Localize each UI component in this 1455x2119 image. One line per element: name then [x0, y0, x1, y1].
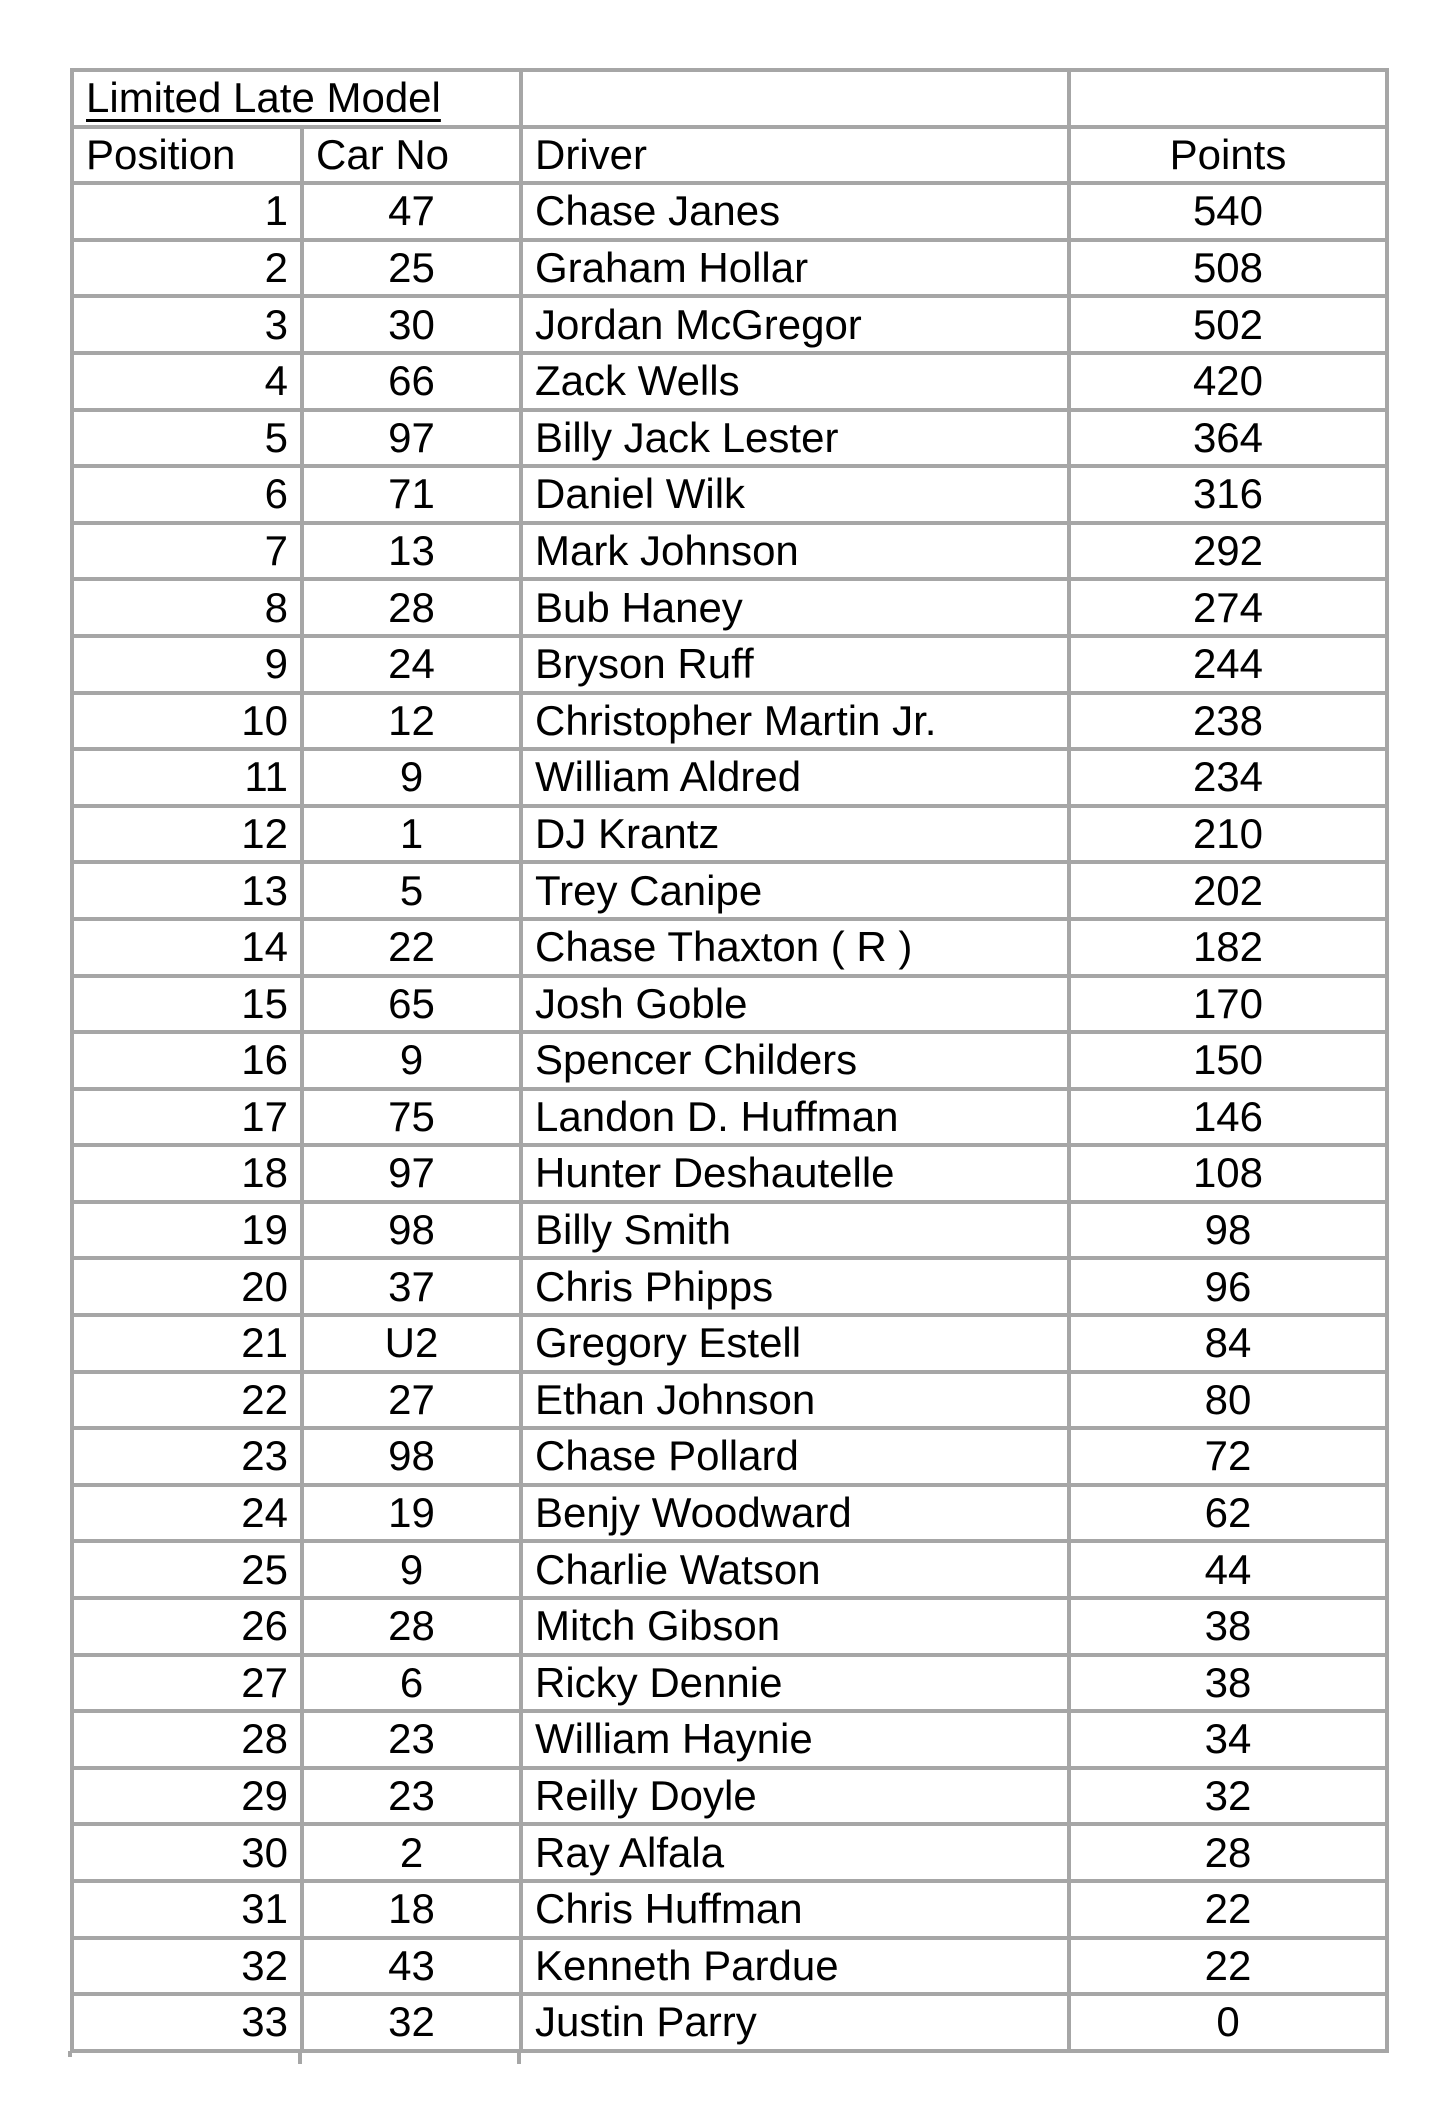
cell-position: 23: [72, 1428, 302, 1485]
cell-driver: Chase Janes: [521, 183, 1069, 240]
cell-driver: Hunter Deshautelle: [521, 1145, 1069, 1202]
cell-points: 234: [1069, 749, 1387, 806]
cell-car-no: 9: [302, 1032, 521, 1089]
column-header-driver: Driver: [521, 127, 1069, 184]
cell-car-no: 75: [302, 1089, 521, 1146]
cell-position: 3: [72, 296, 302, 353]
cell-position: 26: [72, 1598, 302, 1655]
cell-position: 30: [72, 1824, 302, 1881]
cell-position: 6: [72, 466, 302, 523]
cell-car-no: 19: [302, 1485, 521, 1542]
cell-position: 17: [72, 1089, 302, 1146]
cell-car-no: 1: [302, 806, 521, 863]
cell-car-no: U2: [302, 1315, 521, 1372]
cell-position: 21: [72, 1315, 302, 1372]
cell-position: 19: [72, 1202, 302, 1259]
cell-driver: Billy Smith: [521, 1202, 1069, 1259]
cell-driver: Chris Phipps: [521, 1258, 1069, 1315]
cell-car-no: 32: [302, 1994, 521, 2051]
table-title: Limited Late Model: [86, 74, 441, 122]
cell-car-no: 12: [302, 693, 521, 750]
cell-position: 11: [72, 749, 302, 806]
cell-driver: Daniel Wilk: [521, 466, 1069, 523]
gridline-stub: [517, 2051, 521, 2064]
table-row: [72, 1145, 1387, 1202]
gridline-stub: [68, 2051, 72, 2057]
cell-driver: Ricky Dennie: [521, 1655, 1069, 1712]
cell-points: 420: [1069, 353, 1387, 410]
table-row: [72, 749, 1387, 806]
cell-points: 244: [1069, 636, 1387, 693]
cell-points: 182: [1069, 919, 1387, 976]
cell-position: 22: [72, 1372, 302, 1429]
cell-driver: Josh Goble: [521, 976, 1069, 1033]
table-row: [72, 693, 1387, 750]
cell-driver: Gregory Estell: [521, 1315, 1069, 1372]
cell-points: 22: [1069, 1938, 1387, 1995]
cell-car-no: 18: [302, 1881, 521, 1938]
table-row: [72, 1089, 1387, 1146]
cell-driver: Chase Thaxton ( R ): [521, 919, 1069, 976]
cell-car-no: 71: [302, 466, 521, 523]
table-row: [72, 1485, 1387, 1542]
cell-position: 32: [72, 1938, 302, 1995]
table-row: [72, 1258, 1387, 1315]
cell-position: 27: [72, 1655, 302, 1712]
cell-points: 150: [1069, 1032, 1387, 1089]
cell-points: 170: [1069, 976, 1387, 1033]
cell-points: 508: [1069, 240, 1387, 297]
table-row: [72, 1428, 1387, 1485]
cell-position: 33: [72, 1994, 302, 2051]
cell-car-no: 30: [302, 296, 521, 353]
cell-driver: Kenneth Pardue: [521, 1938, 1069, 1995]
cell-car-no: 2: [302, 1824, 521, 1881]
cell-points: 22: [1069, 1881, 1387, 1938]
cell-position: 18: [72, 1145, 302, 1202]
cell-points: 96: [1069, 1258, 1387, 1315]
cell-car-no: 24: [302, 636, 521, 693]
cell-position: 16: [72, 1032, 302, 1089]
table-row: [72, 636, 1387, 693]
cell-driver: Reilly Doyle: [521, 1768, 1069, 1825]
cell-car-no: 23: [302, 1768, 521, 1825]
table-row: [72, 1881, 1387, 1938]
table-row: [72, 1372, 1387, 1429]
cell-car-no: 98: [302, 1428, 521, 1485]
cell-points: 72: [1069, 1428, 1387, 1485]
cell-position: 9: [72, 636, 302, 693]
cell-car-no: 6: [302, 1655, 521, 1712]
cell-points: 98: [1069, 1202, 1387, 1259]
cell-driver: Trey Canipe: [521, 862, 1069, 919]
cell-car-no: 65: [302, 976, 521, 1033]
title-row: [72, 70, 1387, 127]
cell-position: 7: [72, 523, 302, 580]
table-row: [72, 579, 1387, 636]
cell-driver: Chase Pollard: [521, 1428, 1069, 1485]
cell-points: 34: [1069, 1711, 1387, 1768]
cell-driver: Justin Parry: [521, 1994, 1069, 2051]
cell-car-no: 28: [302, 579, 521, 636]
cell-driver: Zack Wells: [521, 353, 1069, 410]
standings-table: [70, 68, 1389, 2053]
cell-points: 80: [1069, 1372, 1387, 1429]
cell-position: 4: [72, 353, 302, 410]
cell-car-no: 5: [302, 862, 521, 919]
table-row: [72, 353, 1387, 410]
cell-points: 108: [1069, 1145, 1387, 1202]
cell-position: 25: [72, 1541, 302, 1598]
table-row: [72, 862, 1387, 919]
cell-car-no: 27: [302, 1372, 521, 1429]
cell-driver: Chris Huffman: [521, 1881, 1069, 1938]
cell-points: 44: [1069, 1541, 1387, 1598]
table-row: [72, 523, 1387, 580]
cell-position: 12: [72, 806, 302, 863]
cell-points: 292: [1069, 523, 1387, 580]
cell-points: 28: [1069, 1824, 1387, 1881]
cell-car-no: 28: [302, 1598, 521, 1655]
cell-position: 1: [72, 183, 302, 240]
table-title-cell: [72, 70, 521, 127]
cell-car-no: 37: [302, 1258, 521, 1315]
cell-points: 38: [1069, 1655, 1387, 1712]
cell-position: 28: [72, 1711, 302, 1768]
table-row: [72, 1824, 1387, 1881]
cell-position: 24: [72, 1485, 302, 1542]
cell-points: 38: [1069, 1598, 1387, 1655]
cell-position: 14: [72, 919, 302, 976]
cell-points: 364: [1069, 410, 1387, 467]
cell-points: 210: [1069, 806, 1387, 863]
cell-driver: Graham Hollar: [521, 240, 1069, 297]
cell-car-no: 66: [302, 353, 521, 410]
cell-car-no: 23: [302, 1711, 521, 1768]
table-row: [72, 1768, 1387, 1825]
cell-points: 202: [1069, 862, 1387, 919]
cell-driver: Jordan McGregor: [521, 296, 1069, 353]
table-row: [72, 466, 1387, 523]
cell-position: 15: [72, 976, 302, 1033]
cell-driver: DJ Krantz: [521, 806, 1069, 863]
cell-points: 540: [1069, 183, 1387, 240]
cell-car-no: 25: [302, 240, 521, 297]
cell-driver: Ethan Johnson: [521, 1372, 1069, 1429]
cell-position: 31: [72, 1881, 302, 1938]
table-row: [72, 183, 1387, 240]
cell-points: 502: [1069, 296, 1387, 353]
cell-position: 10: [72, 693, 302, 750]
cell-car-no: 97: [302, 410, 521, 467]
table-row: [72, 1994, 1387, 2051]
cell-car-no: 9: [302, 1541, 521, 1598]
column-header-car-no: Car No: [302, 127, 521, 184]
table-row: [72, 919, 1387, 976]
table-row: [72, 410, 1387, 467]
table-row: [72, 1315, 1387, 1372]
cell-car-no: 97: [302, 1145, 521, 1202]
cell-driver: Spencer Childers: [521, 1032, 1069, 1089]
cell-points: 0: [1069, 1994, 1387, 2051]
table-row: [72, 296, 1387, 353]
table-row: [72, 1202, 1387, 1259]
cell-position: 13: [72, 862, 302, 919]
cell-position: 2: [72, 240, 302, 297]
cell-position: 20: [72, 1258, 302, 1315]
table-row: [72, 1655, 1387, 1712]
cell-car-no: 9: [302, 749, 521, 806]
cell-points: 84: [1069, 1315, 1387, 1372]
column-header-points: Points: [1069, 127, 1387, 184]
table-row: [72, 1711, 1387, 1768]
title-row-empty-cell: [521, 70, 1069, 127]
table-row: [72, 1032, 1387, 1089]
cell-points: 316: [1069, 466, 1387, 523]
cell-driver: Billy Jack Lester: [521, 410, 1069, 467]
table-row: [72, 240, 1387, 297]
cell-points: 32: [1069, 1768, 1387, 1825]
cell-points: 238: [1069, 693, 1387, 750]
column-header-position: Position: [72, 127, 302, 184]
cell-driver: Christopher Martin Jr.: [521, 693, 1069, 750]
table-row: [72, 1541, 1387, 1598]
gridline-stub: [298, 2051, 302, 2064]
cell-position: 8: [72, 579, 302, 636]
table-row: [72, 806, 1387, 863]
title-row-empty-cell: [1069, 70, 1387, 127]
cell-driver: Charlie Watson: [521, 1541, 1069, 1598]
cell-driver: Bub Haney: [521, 579, 1069, 636]
cell-driver: Mark Johnson: [521, 523, 1069, 580]
cell-driver: William Haynie: [521, 1711, 1069, 1768]
cell-car-no: 22: [302, 919, 521, 976]
cell-driver: Benjy Woodward: [521, 1485, 1069, 1542]
cell-car-no: 13: [302, 523, 521, 580]
cell-points: 274: [1069, 579, 1387, 636]
cell-driver: Mitch Gibson: [521, 1598, 1069, 1655]
cell-points: 62: [1069, 1485, 1387, 1542]
table-row: [72, 1938, 1387, 1995]
cell-car-no: 47: [302, 183, 521, 240]
cell-driver: Landon D. Huffman: [521, 1089, 1069, 1146]
cell-driver: William Aldred: [521, 749, 1069, 806]
table-row: [72, 1598, 1387, 1655]
cell-position: 29: [72, 1768, 302, 1825]
cell-car-no: 43: [302, 1938, 521, 1995]
table-row: [72, 976, 1387, 1033]
header-row: [72, 127, 1387, 184]
cell-driver: Ray Alfala: [521, 1824, 1069, 1881]
cell-driver: Bryson Ruff: [521, 636, 1069, 693]
cell-points: 146: [1069, 1089, 1387, 1146]
cell-position: 5: [72, 410, 302, 467]
cell-car-no: 98: [302, 1202, 521, 1259]
